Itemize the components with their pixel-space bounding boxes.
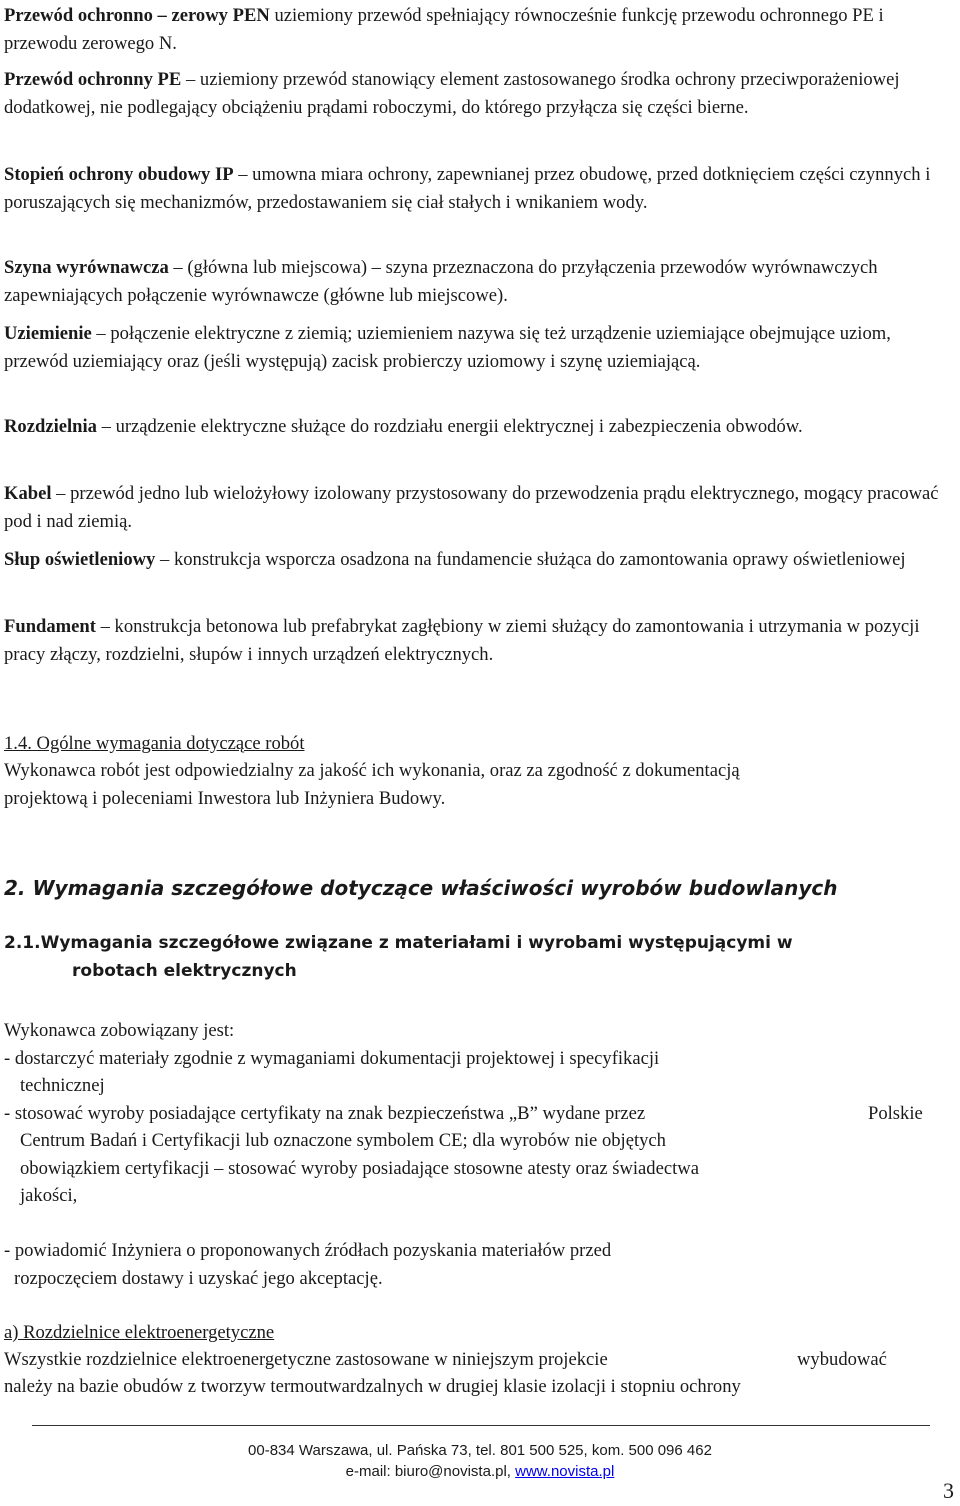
footer-contact xyxy=(0,1462,960,1482)
definition-term: Szyna wyrównawcza xyxy=(4,257,169,278)
definition-text: – połączenie elektryczne z ziemią; uziemieniem nazywa się też urządzenie uziemiające obejmujące uziom, przewód uziemiający oraz (jeśli występują) zacisk probierczy uziomowy i szynę uziemiającą. xyxy=(4,323,891,372)
definition-text: – urządzenie elektryczne służące do rozdziału energii elektrycznej i zabezpieczenia obwodów. xyxy=(96,416,803,437)
obligation-line: Polskie xyxy=(868,1103,923,1124)
definition-term: Rozdzielnia xyxy=(4,416,97,437)
footer-website-link[interactable]: www.novista.pl xyxy=(515,1463,615,1480)
definition-text: – konstrukcja wsporcza osadzona na fundamencie służąca do zamontowania oprawy oświetleniowej xyxy=(155,549,906,570)
obligation-line: - dostarczyć materiały zgodnie z wymaganiami dokumentacji projektowej i specyfikacji xyxy=(4,1048,660,1069)
subsection-a-text: wybudować xyxy=(797,1349,887,1370)
section-1-4-text: Wykonawca robót jest odpowiedzialny za jakość ich wykonania, oraz za zgodność z dokumentacją xyxy=(4,760,740,781)
obligation-line: - stosować wyroby posiadające certyfikaty na znak bezpieczeństwa „B” wydane przez xyxy=(4,1103,646,1124)
obligations-intro: Wykonawca zobowiązany jest: xyxy=(4,1020,235,1041)
definition-term: Uziemienie xyxy=(4,323,92,344)
definition-term: Słup oświetleniowy xyxy=(4,549,156,570)
definition-pe xyxy=(4,66,956,121)
footer-address: 00-834 Warszawa, ul. Pańska 73, tel. 801 500 525, kom. 500 096 462 xyxy=(248,1442,712,1459)
definition-switchgear xyxy=(4,413,956,441)
definition-text: – konstrukcja betonowa lub prefabrykat zagłębiony w ziemi służący do zamontowania i utrzymania w pozycji pracy złączy, rozdzielni, słupów i innych urządzeń elektrycznych. xyxy=(4,616,920,665)
subsection-a-text: Wszystkie rozdzielnice elektroenergetyczne zastosowane w niniejszym projekcie xyxy=(4,1349,608,1370)
subsection-a-heading: a) Rozdzielnice elektroenergetyczne xyxy=(4,1322,275,1343)
section-1-4-heading: 1.4. Ogólne wymagania dotyczące robót xyxy=(4,733,305,754)
definition-text: – przewód jedno lub wielożyłowy izolowany przystosowany do przewodzenia prądu elektrycznego, mogący pracować pod i nad ziemią. xyxy=(4,483,939,532)
definition-cable xyxy=(4,480,956,535)
obligation-line: jakości, xyxy=(20,1185,78,1206)
definition-term: Stopień ochrony obudowy IP xyxy=(4,164,234,185)
definition-text: – umowna miara ochrony, zapewnianej przez obudowę, przed dotknięciem części czynnych i poruszających się mechanizmów, przedostawaniem się ciał stałych i wnikaniem wody. xyxy=(4,164,931,213)
obligation-line: technicznej xyxy=(20,1075,105,1096)
definition-term: Przewód ochronno – zerowy PEN xyxy=(4,5,270,26)
definition-term: Przewód ochronny PE xyxy=(4,69,182,90)
footer-email: e-mail: biuro@novista.pl, xyxy=(345,1463,516,1480)
definition-pen xyxy=(4,2,956,57)
definition-term: Fundament xyxy=(4,616,96,637)
section-2-heading: 2. Wymagania szczegółowe dotyczące właściwości wyrobów budowlanych xyxy=(4,876,838,900)
obligation-line: Centrum Badań i Certyfikacji lub oznaczone symbolem CE; dla wyrobów nie objętych xyxy=(20,1130,666,1151)
section-1-4-text: projektową i poleceniami Inwestora lub Inżyniera Budowy. xyxy=(4,788,446,809)
obligation-line: - powiadomić Inżyniera o proponowanych źródłach pozyskania materiałów przed xyxy=(4,1240,612,1261)
obligation-line: obowiązkiem certyfikacji – stosować wyroby posiadające stosowne atesty oraz świadectwa xyxy=(20,1158,699,1179)
definition-term: Kabel xyxy=(4,483,52,504)
page-number: 3 xyxy=(943,1478,954,1503)
definition-text: – uziemiony przewód stanowiący element zastosowanego środka ochrony przeciwporażeniowej dodatkowej, nie podlegający obciążeniu prądami roboczymi, do którego przyłącza się części bierne. xyxy=(4,69,900,118)
definition-text: – (główna lub miejscowa) – szyna przeznaczona do przyłączenia przewodów wyrównawczych zapewniających połączenie wyrównawcze (główne lub miejscowe). xyxy=(4,257,878,306)
definition-equipotential-bar xyxy=(4,254,956,309)
definition-foundation xyxy=(4,613,956,668)
definition-ip xyxy=(4,161,956,216)
subsection-a-text: należy na bazie obudów z tworzyw termoutwardzalnych w drugiej klasie izolacji i stopniu ochrony xyxy=(4,1376,741,1397)
definition-lighting-pole xyxy=(4,546,956,574)
section-2-1-heading: 2.1.Wymagania szczegółowe związane z materiałami i wyrobami występującymi w xyxy=(4,933,793,953)
obligation-line: rozpoczęciem dostawy i uzyskać jego akceptację. xyxy=(14,1268,383,1289)
section-2-1-heading: robotach elektrycznych xyxy=(72,961,297,981)
definition-text: uziemiony przewód spełniający równocześnie funkcję przewodu ochronnego PE i przewodu zerowego N. xyxy=(4,5,884,54)
footer-divider xyxy=(32,1425,930,1426)
definition-earthing xyxy=(4,320,956,375)
